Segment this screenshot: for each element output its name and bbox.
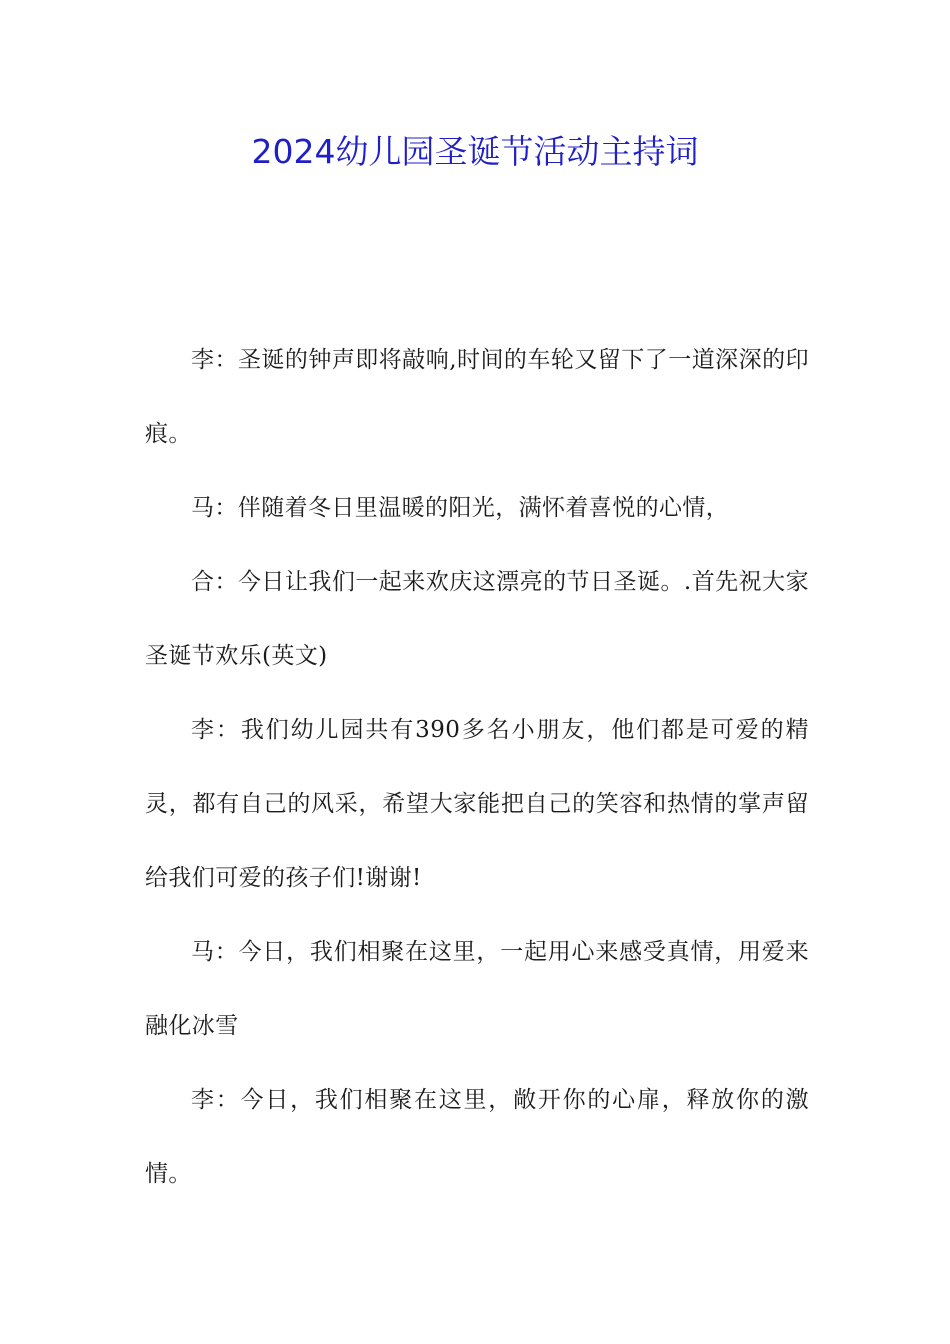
paragraph-ma-2: 马：今日，我们相聚在这里，一起用心来感受真情，用爱来融化冰雪	[145, 939, 809, 1039]
paragraph-li-2: 李：我们幼儿园共有390多名小朋友，他们都是可爱的精灵，都有自己的风采，希望大家能把自己的笑容和热情的掌声留给我们可爱的孩子们!谢谢!	[145, 717, 809, 891]
paragraph-he-1: 合：今日让我们一起来欢庆这漂亮的节日圣诞。.首先祝大家圣诞节欢乐(英文)	[145, 569, 809, 669]
document-title: 2024幼儿园圣诞节活动主持词	[251, 132, 699, 171]
paragraph-ma-1: 马：伴随着冬日里温暖的阳光，满怀着喜悦的心情，	[191, 495, 730, 521]
paragraph-li-1: 李：圣诞的钟声即将敲响,时间的车轮又留下了一道深深的印痕。	[145, 347, 809, 447]
document-body	[145, 323, 809, 1211]
paragraph-li-3: 李：今日，我们相聚在这里，敞开你的心扉，释放你的激情。	[145, 1087, 809, 1187]
